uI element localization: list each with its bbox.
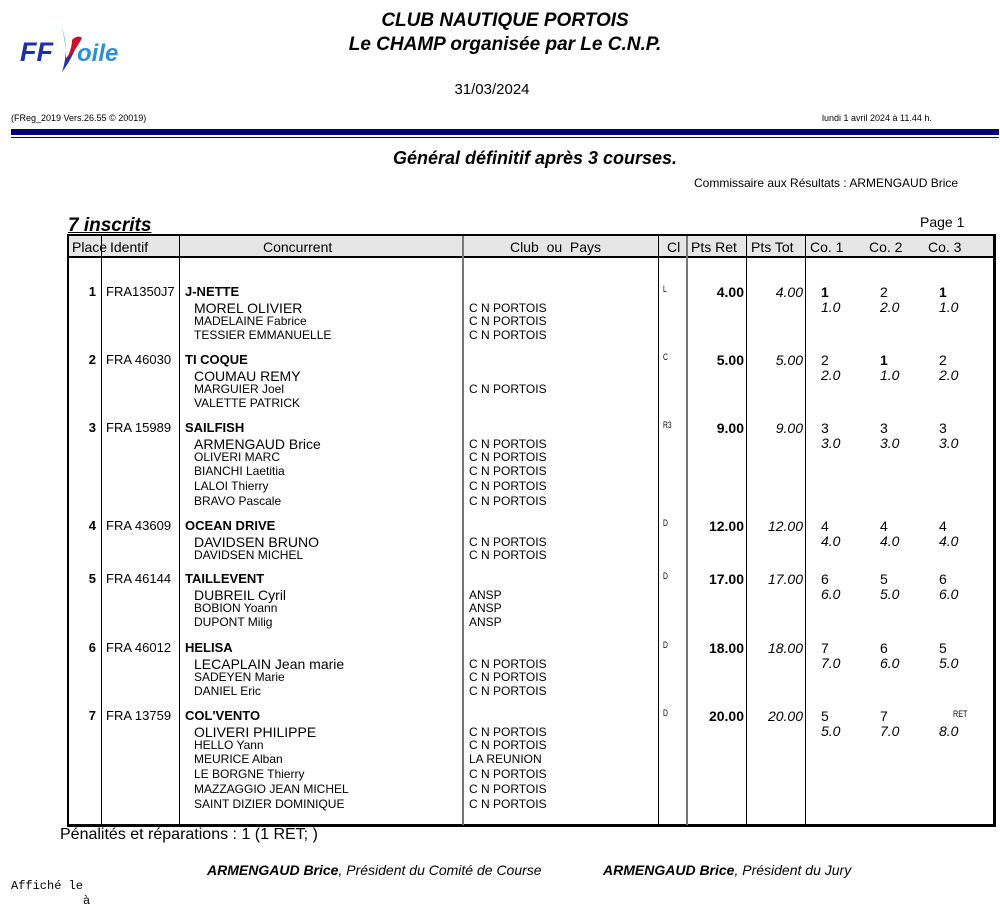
crew-club: ANSP	[469, 600, 502, 615]
race-3-score: 8.0	[939, 723, 959, 739]
race-2-score: 5.0	[880, 586, 900, 602]
crew-member-name: BIANCHI Laetitia	[194, 464, 285, 479]
col-divider	[686, 236, 688, 825]
points-retained: 5.00	[716, 352, 744, 368]
race-3-score: 6.0	[939, 586, 959, 602]
header-concurrent: Concurrent	[263, 239, 333, 255]
event-date: 31/03/2024	[454, 81, 530, 98]
points-retained: 18.00	[708, 640, 744, 656]
result-place: 4	[88, 518, 96, 533]
boat-name: SAILFISH	[185, 420, 245, 435]
skipper-name: MOREL OLIVIER	[194, 300, 303, 316]
race-3-score: 3.0	[939, 435, 959, 451]
sail-number: FRA 13759	[106, 708, 172, 723]
penalties-summary: Pénalités et réparations : 1 (1 RET; )	[60, 826, 318, 843]
crew-club: C N PORTOIS	[469, 464, 547, 479]
race-1-score: 6.0	[821, 586, 841, 602]
crew-club: C N PORTOIS	[469, 313, 547, 328]
race-1-rank: 7	[821, 640, 829, 656]
race-1-rank: 1	[821, 284, 829, 300]
race-3-score: 5.0	[939, 655, 959, 671]
result-place: 5	[88, 571, 96, 586]
header-place: Place	[72, 239, 108, 255]
race-1-rank: 5	[821, 708, 829, 724]
points-total: 5.00	[775, 352, 803, 368]
posted-time-label: à	[83, 894, 91, 908]
points-total: 20.00	[767, 708, 803, 724]
crew-club: C N PORTOIS	[469, 437, 547, 451]
crew-club: C N PORTOIS	[469, 535, 547, 549]
crew-club: C N PORTOIS	[469, 479, 547, 494]
svg-text:oile: oile	[77, 40, 119, 67]
header-identif: Identif	[110, 239, 149, 255]
sig2-role: , Président du Jury	[734, 862, 852, 878]
crew-club: C N PORTOIS	[469, 725, 547, 739]
points-total: 9.00	[775, 420, 803, 436]
sig2-name: ARMENGAUD Brice	[603, 862, 735, 878]
race-1-score: 2.0	[821, 367, 841, 383]
sail-number: FRA 43609	[106, 518, 172, 533]
club-title: CLUB NAUTIQUE PORTOIS	[381, 10, 629, 31]
points-retained: 17.00	[708, 571, 744, 587]
skipper-name: COUMAU REMY	[194, 368, 301, 384]
points-total: 18.00	[767, 640, 803, 656]
sail-number: FRA 46030	[106, 352, 172, 367]
boat-name: OCEAN DRIVE	[185, 518, 276, 533]
event-title: Le CHAMP organisée par Le C.N.P.	[348, 34, 662, 55]
header-co3: Co. 3	[928, 239, 962, 255]
race-3-score: 1.0	[939, 299, 959, 315]
header-club: Club ou Pays	[510, 239, 602, 255]
race-2-score: 6.0	[880, 655, 900, 671]
entries-count: 7 inscrits	[68, 215, 152, 236]
col-divider	[805, 236, 806, 825]
crew-member-name: LALOI Thierry	[194, 479, 269, 494]
result-place: 7	[88, 708, 96, 723]
page-number: Page 1	[920, 214, 965, 230]
header-cl: Cl	[667, 239, 681, 255]
race-1-score: 3.0	[821, 435, 841, 451]
crew-club: ANSP	[469, 615, 502, 630]
crew-club: C N PORTOIS	[469, 781, 547, 796]
crew-club: C N PORTOIS	[469, 381, 547, 396]
result-place: 6	[88, 640, 96, 655]
boat-class: D	[663, 518, 668, 528]
race-2-score: 4.0	[880, 533, 900, 549]
skipper-name: DAVIDSEN BRUNO	[194, 534, 319, 550]
sail-number: FRA1350J7	[106, 284, 175, 299]
race-2-score: 3.0	[880, 435, 900, 451]
boat-class: D	[663, 640, 668, 650]
crew-club: C N PORTOIS	[469, 493, 547, 508]
skipper-name: LECAPLAIN Jean marie	[194, 656, 345, 672]
crew-club: ANSP	[469, 588, 502, 602]
race-2-rank: 7	[880, 708, 888, 724]
skipper-name: OLIVERI PHILIPPE	[194, 724, 317, 740]
race-2-score: 1.0	[880, 367, 900, 383]
software-version: (FReg_2019 Vers.26.55 © 20019)	[11, 113, 147, 123]
race-3-score: 4.0	[939, 533, 959, 549]
signature-race-committee	[207, 862, 542, 878]
race-2-rank: 1	[880, 352, 888, 368]
sail-number: FRA 46012	[106, 640, 172, 655]
crew-club: C N PORTOIS	[469, 737, 547, 752]
race-2-score: 2.0	[880, 299, 900, 315]
boat-class: R3	[663, 420, 672, 430]
col-divider	[101, 236, 102, 825]
crew-member-name: DANIEL Eric	[194, 684, 261, 699]
race-3-rank: 1	[939, 284, 947, 300]
crew-member-name: LE BORGNE Thierry	[194, 767, 305, 782]
crew-member-name: MARGUIER Joel	[194, 381, 285, 396]
crew-member-name: BRAVO Pascale	[194, 493, 282, 508]
crew-club: C N PORTOIS	[469, 669, 547, 684]
race-2-rank: 3	[880, 420, 888, 436]
crew-member-name: TESSIER EMMANUELLE	[194, 328, 332, 343]
race-3-rank: 5	[939, 640, 947, 656]
race-2-rank: 6	[880, 640, 888, 656]
skipper-name: ARMENGAUD Brice	[194, 436, 321, 452]
result-place: 3	[88, 420, 96, 435]
crew-member-name: DUPONT Milig	[194, 615, 273, 630]
report-title: Général définitif après 3 courses.	[392, 148, 678, 168]
race-1-score: 5.0	[821, 723, 841, 739]
points-retained: 9.00	[716, 420, 744, 436]
boat-class: L	[663, 284, 667, 294]
result-place: 1	[88, 284, 96, 299]
crew-member-name: VALETTE PATRICK	[194, 396, 301, 411]
boat-name: HELISA	[185, 640, 233, 655]
posted-date-label: Affiché le	[11, 879, 84, 893]
posted-stamp	[11, 879, 90, 909]
header-co1: Co. 1	[810, 239, 844, 255]
boat-name: J-NETTE	[185, 284, 240, 299]
race-1-rank: 3	[821, 420, 829, 436]
crew-member-name: MAZZAGGIO JEAN MICHEL	[194, 781, 349, 796]
crew-member-name: HELLO Yann	[194, 737, 264, 752]
header-divider	[11, 129, 999, 135]
boat-class: C	[663, 352, 668, 362]
printed-timestamp: lundi 1 avril 2024 à 11.44 h.	[822, 113, 932, 123]
sail-number: FRA 15989	[106, 420, 172, 435]
sig1-role: , Président du Comité de Course	[338, 862, 542, 878]
sail-number: FRA 46144	[106, 571, 172, 586]
crew-member-name: SADEYEN Marie	[194, 669, 285, 684]
header-pts-ret: Pts Ret	[691, 239, 737, 255]
crew-club: LA REUNION	[469, 752, 542, 767]
header-divider-thin	[11, 137, 999, 138]
sig1-name: ARMENGAUD Brice	[207, 862, 339, 878]
crew-member-name: OLIVERI MARC	[194, 449, 281, 464]
result-place: 2	[88, 352, 96, 367]
race-1-rank: 6	[821, 571, 829, 587]
points-retained: 20.00	[708, 708, 744, 724]
crew-member-name: DAVIDSEN MICHEL	[194, 547, 304, 562]
crew-member-name: BOBION Yoann	[194, 600, 278, 615]
crew-club: C N PORTOIS	[469, 684, 547, 699]
race-1-score: 4.0	[821, 533, 841, 549]
col-divider	[462, 236, 464, 825]
header-co2: Co. 2	[869, 239, 903, 255]
boat-name: TAILLEVENT	[185, 571, 265, 586]
header-pts-tot: Pts Tot	[751, 239, 794, 255]
points-total: 4.00	[775, 284, 803, 300]
crew-club: C N PORTOIS	[469, 767, 547, 782]
race-2-score: 7.0	[880, 723, 900, 739]
points-retained: 12.00	[708, 518, 744, 534]
boat-class: D	[663, 708, 668, 718]
boat-name: TI COQUE	[185, 352, 248, 367]
points-total: 17.00	[767, 571, 803, 587]
commissaire: Commissaire aux Résultats : ARMENGAUD Brice	[694, 176, 959, 190]
crew-club: C N PORTOIS	[469, 547, 547, 562]
skipper-name: DUBREIL Cyril	[194, 587, 287, 603]
race-3-rank: RET	[953, 709, 968, 719]
crew-club: C N PORTOIS	[469, 328, 547, 343]
race-1-score: 1.0	[821, 299, 841, 315]
col-divider	[179, 236, 180, 825]
points-retained: 4.00	[716, 284, 744, 300]
col-divider	[658, 236, 659, 825]
crew-club: C N PORTOIS	[469, 657, 547, 671]
race-1-rank: 4	[821, 518, 829, 534]
race-2-rank: 5	[880, 571, 888, 587]
boat-class: D	[663, 571, 668, 581]
race-1-score: 7.0	[821, 655, 841, 671]
race-1-rank: 2	[821, 352, 829, 368]
race-2-rank: 2	[880, 284, 888, 300]
race-3-rank: 3	[939, 420, 947, 436]
crew-member-name: MADELAINE Fabrice	[194, 313, 307, 328]
boat-name: COL'VENTO	[185, 708, 261, 723]
points-total: 12.00	[767, 518, 803, 534]
race-3-rank: 2	[939, 352, 947, 368]
crew-member-name: SAINT DIZIER DOMINIQUE	[194, 796, 345, 811]
crew-club: C N PORTOIS	[469, 449, 547, 464]
svg-text:FF: FF	[20, 37, 53, 67]
crew-club: C N PORTOIS	[469, 796, 547, 811]
race-3-rank: 4	[939, 518, 947, 534]
race-3-rank: 6	[939, 571, 947, 587]
crew-member-name: MEURICE Alban	[194, 752, 283, 767]
crew-club: C N PORTOIS	[469, 301, 547, 315]
signature-jury	[603, 862, 851, 878]
race-3-score: 2.0	[939, 367, 959, 383]
race-2-rank: 4	[880, 518, 888, 534]
